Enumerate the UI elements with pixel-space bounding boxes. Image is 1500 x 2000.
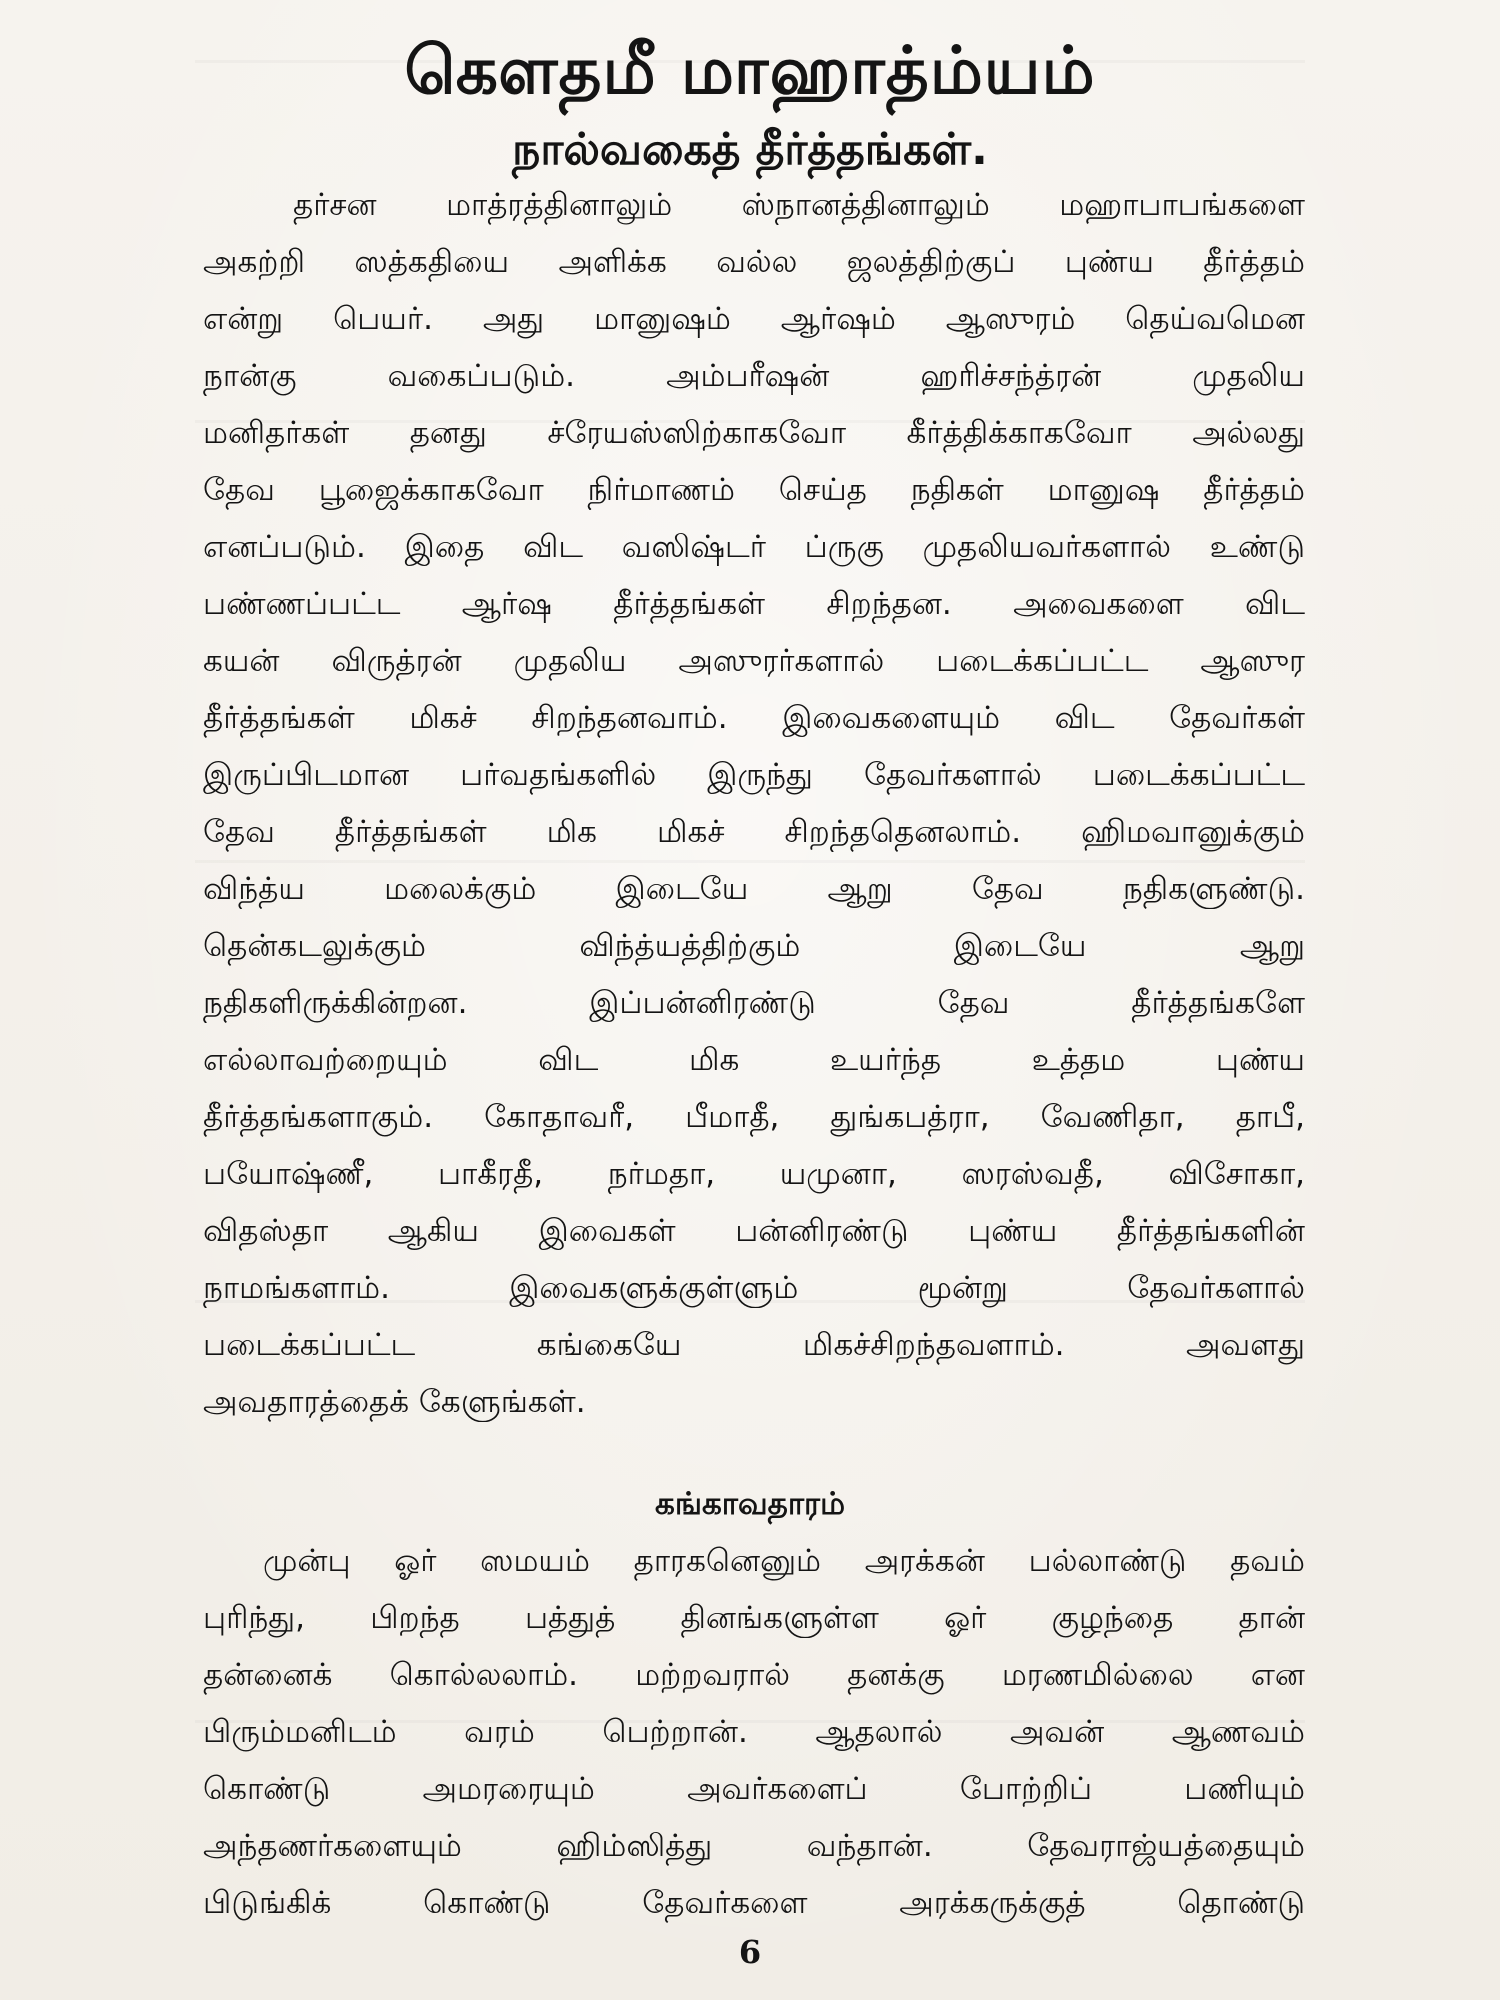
- paragraph1-line: எல்லாவற்றையும் விட மிக உயர்ந்த உத்தம புண்ய: [203, 1042, 1305, 1078]
- paragraph1-line: மனிதர்கள் தனது ச்ரேயஸ்ஸிற்காகவோ கீர்த்திக்காகவோ அல்லது: [203, 415, 1305, 451]
- paragraph1-line: கயன் விருத்ரன் முதலிய அஸுரர்களால் படைக்கப்பட்ட ஆஸுர: [203, 643, 1305, 679]
- paragraph1-line: அகற்றி ஸத்கதியை அளிக்க வல்ல ஜலத்திற்குப் புண்ய தீர்த்தம்: [203, 244, 1305, 280]
- paragraph1-line: நதிகளிருக்கின்றன. இப்பன்னிரண்டு தேவ தீர்த்தங்களே: [203, 985, 1305, 1021]
- page-subtitle: நால்வகைத் தீர்த்தங்கள்.: [512, 124, 988, 175]
- paragraph2-line: கொண்டு அமரரையும் அவர்களைப் போற்றிப் பணியும்: [203, 1771, 1305, 1807]
- paragraph2-line: அந்தணர்களையும் ஹிம்ஸித்து வந்தான். தேவராஜ்யத்தையும்: [203, 1828, 1305, 1864]
- paragraph1-line: தீர்த்தங்களாகும். கோதாவரீ, பீமாதீ, துங்கபத்ரா, வேணிதா, தாபீ,: [203, 1099, 1305, 1135]
- paragraph2-line: புரிந்து, பிறந்த பத்துத் தினங்களுள்ள ஓர் குழந்தை தான்: [203, 1600, 1305, 1636]
- paragraph1-line: தேவ தீர்த்தங்கள் மிக மிகச் சிறந்ததெனலாம். ஹிமவானுக்கும்: [203, 814, 1305, 850]
- paragraph1-line: தீர்த்தங்கள் மிகச் சிறந்தனவாம். இவைகளையும் விட தேவர்கள்: [203, 700, 1305, 736]
- paragraph2-line: முன்பு ஓர் ஸமயம் தாரகனெனும் அரக்கன் பல்லாண்டு தவம்: [263, 1543, 1305, 1579]
- paragraph1-line: படைக்கப்பட்ட கங்கையே மிகச்சிறந்தவளாம். அவளது: [203, 1327, 1305, 1363]
- bleed-through-shadow: [195, 860, 1305, 863]
- paragraph1-line: விந்த்ய மலைக்கும் இடையே ஆறு தேவ நதிகளுண்டு.: [203, 871, 1305, 907]
- paragraph1-line: இருப்பிடமான பர்வதங்களில் இருந்து தேவர்களால் படைக்கப்பட்ட: [203, 757, 1305, 793]
- paragraph2-line: தன்னைக் கொல்லலாம். மற்றவரால் தனக்கு மரணமில்லை என: [203, 1657, 1305, 1693]
- paragraph1-line: என்று பெயர். அது மானுஷம் ஆர்ஷம் ஆஸுரம் தெய்வமென: [203, 301, 1305, 337]
- paragraph1-line: பண்ணப்பட்ட ஆர்ஷ தீர்த்தங்கள் சிறந்தன. அவைகளை விட: [203, 586, 1305, 622]
- paragraph1-line: பயோஷ்ணீ, பாகீரதீ, நர்மதா, யமுனா, ஸரஸ்வதீ, விசோகா,: [203, 1156, 1305, 1192]
- paragraph1-line: நாமங்களாம். இவைகளுக்குள்ளும் மூன்று தேவர்களால்: [203, 1270, 1305, 1306]
- paragraph1-line: தென்கடலுக்கும் விந்த்யத்திற்கும் இடையே ஆறு: [203, 928, 1305, 964]
- paragraph2-line: பிடுங்கிக் கொண்டு தேவர்களை அரக்கருக்குத் தொண்டு: [203, 1885, 1305, 1921]
- paragraph1-line: விதஸ்தா ஆகிய இவைகள் பன்னிரண்டு புண்ய தீர்த்தங்களின்: [203, 1213, 1305, 1249]
- paragraph2-line: பிரும்மனிடம் வரம் பெற்றான். ஆதலால் அவன் ஆணவம்: [203, 1714, 1305, 1750]
- paragraph1-line: தர்சன மாத்ரத்தினாலும் ஸ்நானத்தினாலும் மஹாபாபங்களை: [293, 187, 1305, 223]
- section-heading: கங்காவதாரம்: [654, 1486, 846, 1522]
- paragraph1-line: எனப்படும். இதை விட வஸிஷ்டர் ப்ருகு முதலியவர்களால் உண்டு: [203, 529, 1305, 565]
- paragraph1-line: நான்கு வகைப்படும். அம்பரீஷன் ஹரிச்சந்த்ரன் முதலிய: [203, 358, 1305, 394]
- paragraph1-line: அவதாரத்தைக் கேளுங்கள்.: [203, 1384, 586, 1420]
- page-number: 6: [738, 1933, 762, 1971]
- paragraph1-line: தேவ பூஜைக்காகவோ நிர்மாணம் செய்த நதிகள் மானுஷ தீர்த்தம்: [203, 472, 1305, 508]
- page-title: கௌதமீ மாஹாத்ம்யம்: [404, 32, 1096, 109]
